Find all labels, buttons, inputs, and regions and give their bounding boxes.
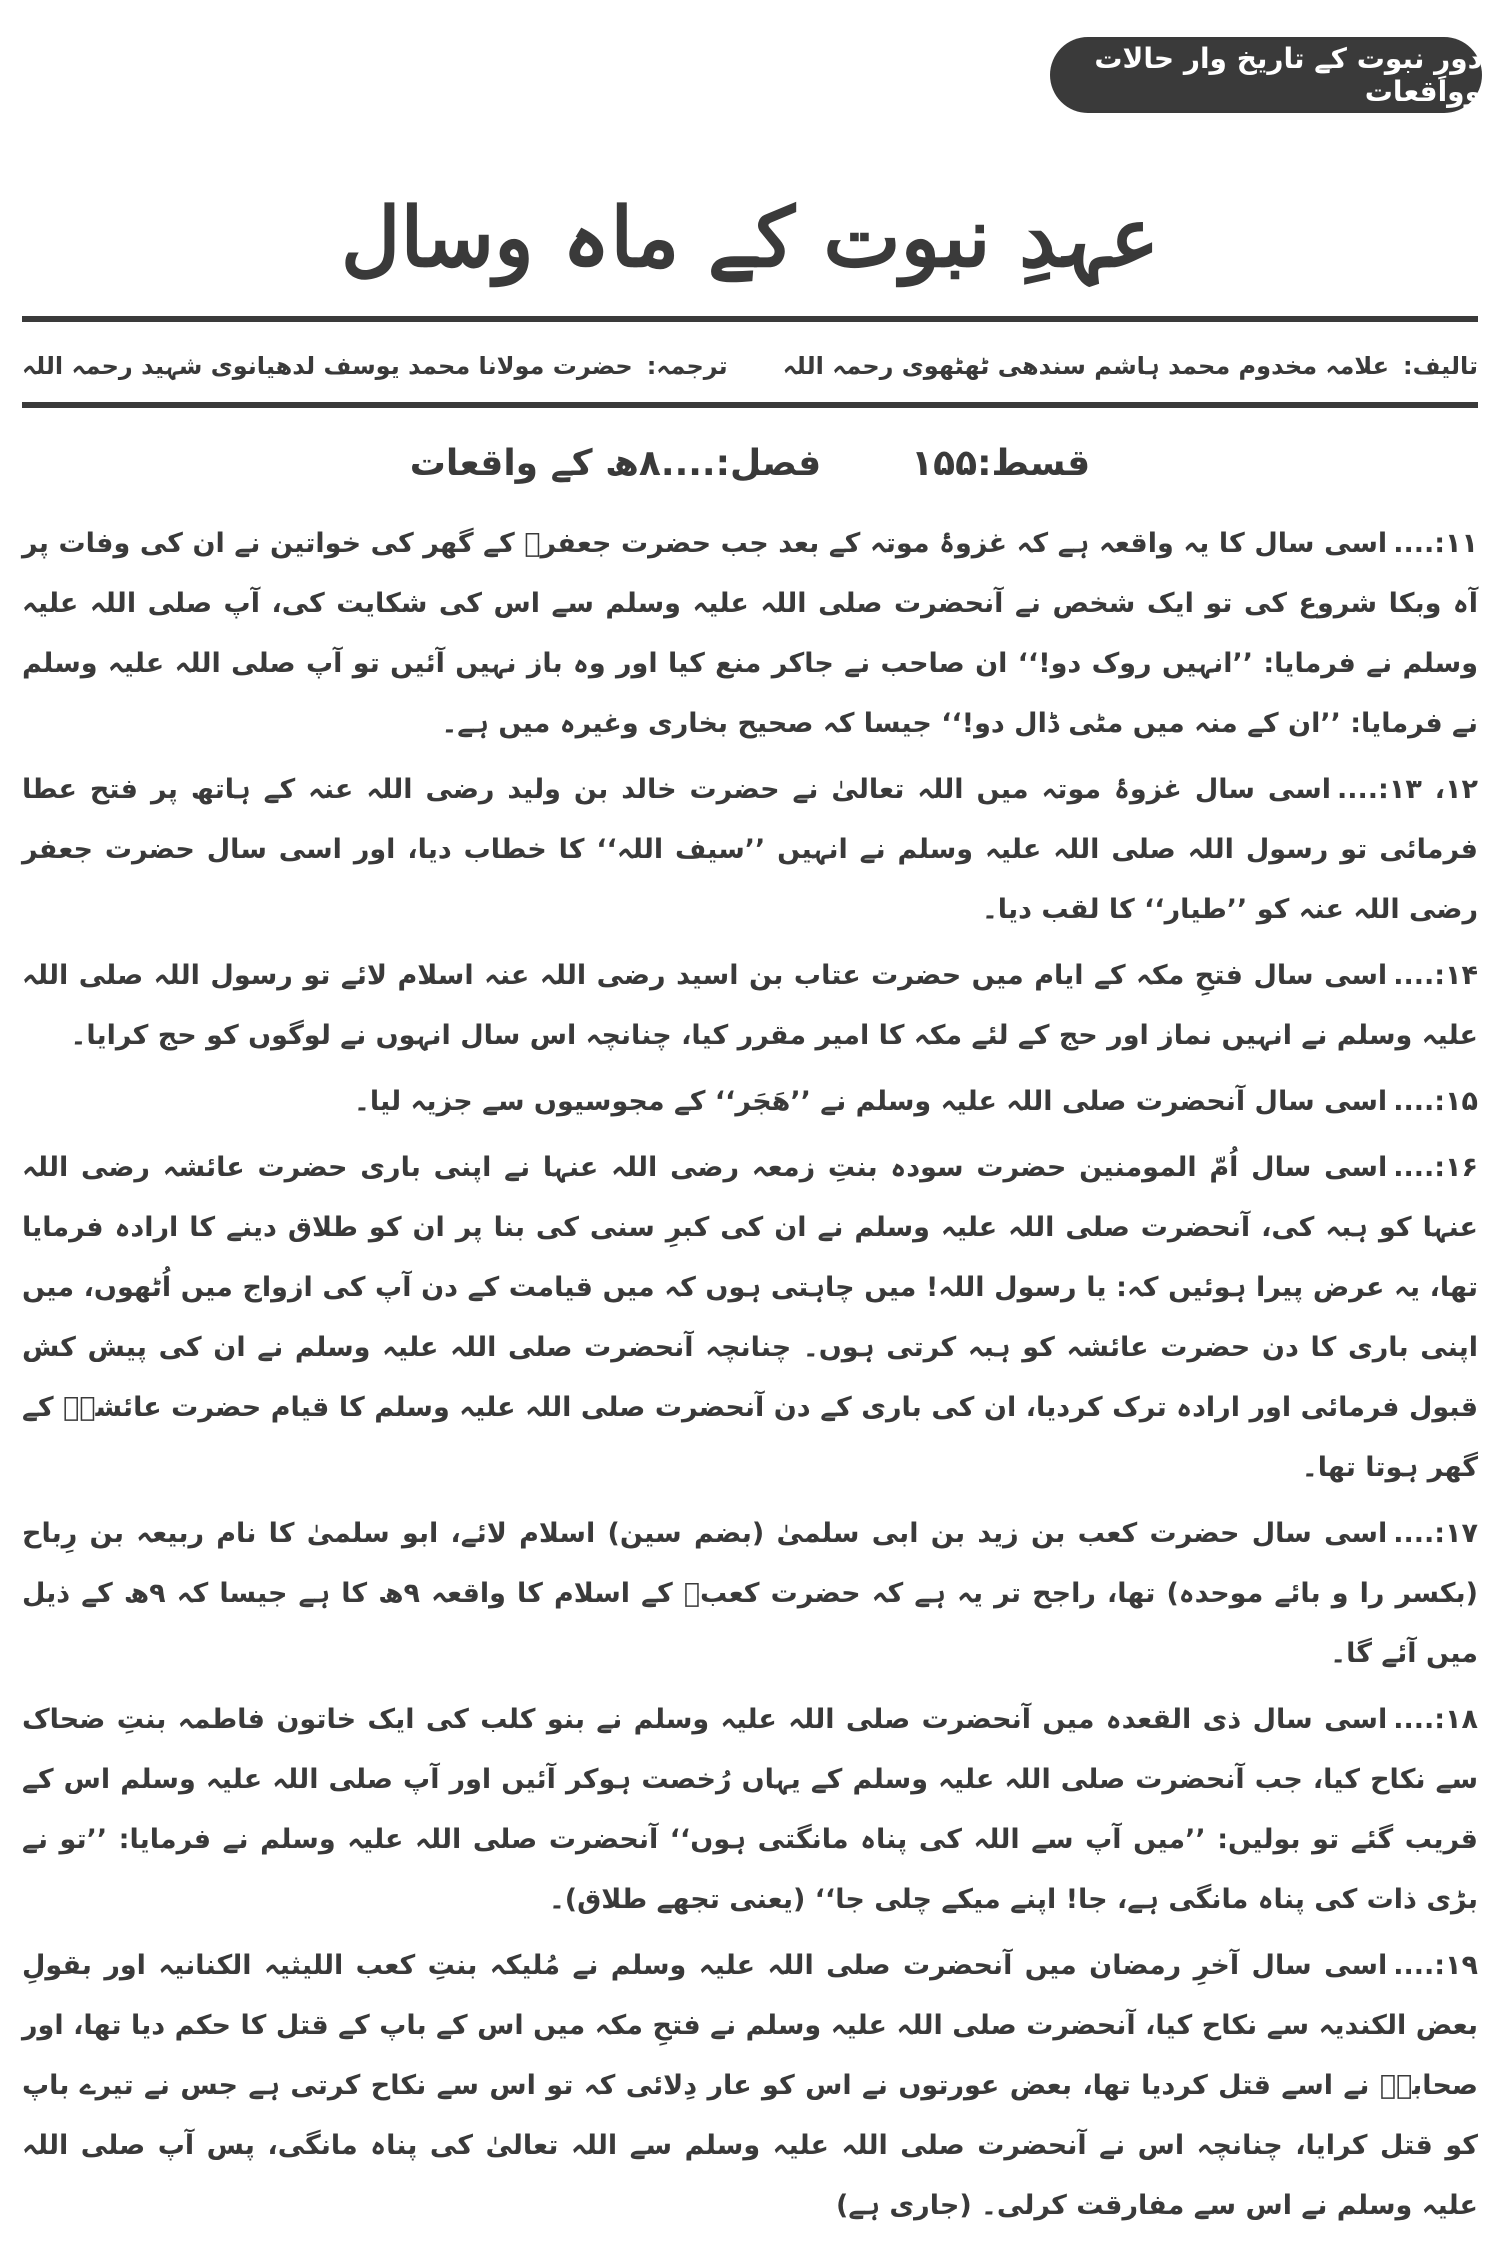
paragraph-17 (22, 1504, 1478, 1684)
paragraph-number: ۱۸:.... (1393, 1704, 1478, 1735)
paragraph-number: ۱۶:.... (1393, 1152, 1478, 1183)
paragraph-19 (22, 1936, 1478, 2236)
paragraph-text: اسی سال غزوۂ موتہ میں اللہ تعالیٰ نے حضرت خالد بن ولید رضی اللہ عنہ کے ہاتھ پر فتح عطا فرمائی تو رسول اللہ صلی اللہ علیہ وسلم نے انہیں ’’سیف اللہ‘‘ کا خطاب دیا، اور اسی سال حضرت جعفر رضی اللہ عنہ کو ’’طیار‘‘ کا لقب دیا۔ (22, 774, 1478, 925)
paragraph-12-13 (22, 760, 1478, 940)
series-tag-text: دورِ نبوت کے تاریخ وار حالات وواقعات (1094, 42, 1482, 108)
article-title: عہدِ نبوت کے ماہ وسال (340, 190, 1160, 286)
paragraph-number: ۱۱:.... (1393, 528, 1478, 559)
paragraph-18 (22, 1690, 1478, 1930)
paragraph-text: اسی سال حضرت کعب بن زید بن ابی سلمیٰ (بضم سین) اسلام لائے، ابو سلمیٰ کا نام ربیعہ بن رِباح (بکسر را و بائے موحدہ) تھا، راجح تر یہ ہے کہ حضرت کعبؓ کے اسلام کا واقعہ ۹ھ کا ہے جیسا کہ ۹ھ کے ذیل میں آئے گا۔ (22, 1518, 1478, 1669)
author-name: علامہ مخدوم محمد ہاشم سندھی ٹھٹھوی رحمہ اللہ (782, 352, 1389, 380)
section-title: فصل:....۸ھ کے واقعات (409, 442, 822, 484)
paragraph-15 (22, 1072, 1478, 1132)
translator-label: ترجمہ: (646, 352, 728, 380)
paragraph-text: اسی سال کا یہ واقعہ ہے کہ غزوۂ موتہ کے بعد جب حضرت جعفرؓ کے گھر کی خواتین نے ان کی وفات پر آہ وبکا شروع کی تو ایک شخص نے آنحضرت صلی اللہ علیہ وسلم سے اس کی شکایت کی، آپ صلی اللہ علیہ وسلم نے فرمایا: ’’انہیں روک دو!‘‘ ان صاحب نے جاکر منع کیا اور وہ باز نہیں آئیں تو آپ صلی اللہ علیہ وسلم نے فرمایا: ’’ان کے منہ میں مٹی ڈال دو!‘‘ جیسا کہ صحیح بخاری وغیرہ میں ہے۔ (22, 528, 1478, 739)
credits-divider (22, 402, 1478, 408)
installment-number: قسط:۱۵۵ (911, 442, 1091, 484)
translator-credit (22, 352, 728, 380)
paragraph-number: ۱۷:.... (1393, 1518, 1478, 1549)
paragraph-number: ۱۵:.... (1393, 1086, 1478, 1117)
paragraph-number: ۱۲، ۱۳:.... (1337, 774, 1478, 805)
author-label: تالیف: (1402, 352, 1478, 380)
paragraph-14 (22, 946, 1478, 1066)
installment-heading (22, 428, 1478, 498)
article-body (22, 514, 1478, 2242)
translator-name: حضرت مولانا محمد یوسف لدھیانوی شہید رحمہ اللہ (22, 352, 633, 380)
paragraph-16 (22, 1138, 1478, 1498)
paragraph-number: ۱۹:.... (1393, 1950, 1478, 1981)
credits-row (22, 338, 1478, 394)
paragraph-text: اسی سال آخرِ رمضان میں آنحضرت صلی اللہ علیہ وسلم نے مُلیکہ بنتِ کعب اللیثیہ الکنانیہ اور بقولِ بعض الکندیہ سے نکاح کیا، آنحضرت صلی اللہ علیہ وسلم نے فتحِ مکہ میں اس کے باپ کے قتل کا حکم دیا تھا، اور صحابہؓ نے اسے قتل کردیا تھا، بعض عورتوں نے اس کو عار دِلائی کہ تو اس سے نکاح کرتی ہے جس نے تیرے باپ کو قتل کرایا، چنانچہ اس نے آنحضرت صلی اللہ علیہ وسلم سے اللہ تعالیٰ کی پناہ مانگی، پس آپ صلی اللہ علیہ وسلم نے اس سے مفارقت کرلی۔ (جاری ہے) (22, 1950, 1478, 2221)
title-divider (22, 316, 1478, 322)
paragraph-number: ۱۴:.... (1393, 960, 1478, 991)
paragraph-11 (22, 514, 1478, 754)
magazine-page (22, 0, 1482, 2221)
paragraph-text: اسی سال اُمّ المومنین حضرت سودہ بنتِ زمعہ رضی اللہ عنہا نے اپنی باری حضرت عائشہ رضی اللہ عنہا کو ہبہ کی، آنحضرت صلی اللہ علیہ وسلم نے ان کی کبرِ سنی کی بنا پر ان کو طلاق دینے کا ارادہ فرمایا تھا، یہ عرض پیرا ہوئیں کہ: یا رسول اللہ! میں چاہتی ہوں کہ میں قیامت کے دن آپ کی ازواج میں اُٹھوں، میں اپنی باری کا دن حضرت عائشہ کو ہبہ کرتی ہوں۔ چنانچہ آنحضرت صلی اللہ علیہ وسلم نے ان کی پیش کش قبول فرمائی اور ارادہ ترک کردیا، ان کی باری کے دن آنحضرت صلی اللہ علیہ وسلم کا قیام حضرت عائشہؓ کے گھر ہوتا تھا۔ (22, 1152, 1478, 1483)
author-credit (783, 352, 1478, 380)
paragraph-text: اسی سال ذی القعدہ میں آنحضرت صلی اللہ علیہ وسلم نے بنو کلب کی ایک خاتون فاطمہ بنتِ ضحاک سے نکاح کیا، جب آنحضرت صلی اللہ علیہ وسلم کے یہاں رُخصت ہوکر آئیں اور آپ صلی اللہ علیہ وسلم اس کے قریب گئے تو بولیں: ’’میں آپ سے اللہ کی پناہ مانگتی ہوں‘‘ آنحضرت صلی اللہ علیہ وسلم نے فرمایا: ’’تو نے بڑی ذات کی پناہ مانگی ہے، جا! اپنے میکے چلی جا‘‘ (یعنی تجھے طلاق)۔ (22, 1704, 1478, 1915)
paragraph-text: اسی سال آنحضرت صلی اللہ علیہ وسلم نے ’’ھَجَر‘‘ کے مجوسیوں سے جزیہ لیا۔ (354, 1086, 1388, 1117)
series-tag-badge (1050, 37, 1482, 113)
paragraph-text: اسی سال فتحِ مکہ کے ایام میں حضرت عتاب بن اسید رضی اللہ عنہ اسلام لائے تو رسول اللہ صلی اللہ علیہ وسلم نے انہیں نماز اور حج کے لئے مکہ کا امیر مقرر کیا، چنانچہ اس سال انہوں نے لوگوں کو حج کرایا۔ (22, 960, 1478, 1051)
